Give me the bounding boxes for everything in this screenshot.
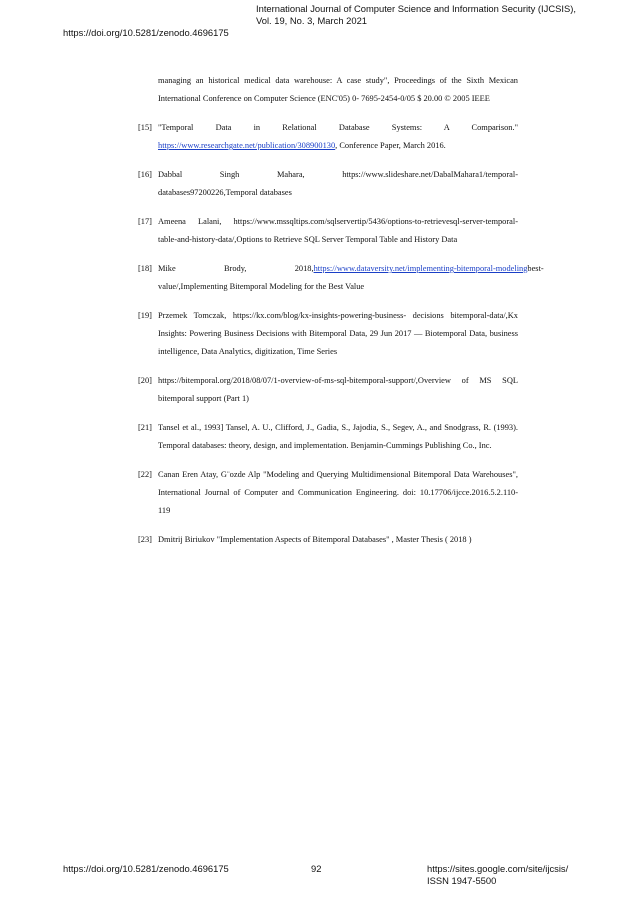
- journal-header: [256, 3, 576, 27]
- journal-title: International Journal of Computer Science and Information Security (IJCSIS),: [256, 3, 576, 14]
- reference-line: 119: [158, 506, 171, 515]
- reference-line: [158, 260, 544, 278]
- reference-number: [19]: [138, 311, 152, 320]
- footer-issn: ISSN 1947-5500: [427, 875, 497, 886]
- reference-line: Dmitrij Biriukov "Implementation Aspects of Bitemporal Databases" , Master Thesis ( 2018 ): [158, 535, 472, 544]
- reference-number: [18]: [138, 264, 152, 273]
- reference-line: [158, 137, 518, 155]
- reference-line: table-and-history-data/,Options to Retrieve SQL Server Temporal Table and History Data: [158, 235, 458, 244]
- reference-line: Ameena Lalani, https://www.mssqltips.com/sqlservertip/5436/options-to-retrievesql-server-temporal-: [158, 217, 518, 226]
- reference-line: intelligence, Data Analytics, digitization, Time Series: [158, 347, 338, 356]
- reference-line: International Conference on Computer Science (ENC'05) 0- 7695-2454-0/05 $ 20.00 © 2005 IEEE: [158, 94, 490, 103]
- reference-number: [16]: [138, 170, 152, 179]
- reference-line: Canan Eren Atay, G¨ozde Alp "Modeling and Querying Multidimensional Bitemporal Data Warehouses",: [158, 470, 518, 479]
- reference-16: [138, 166, 518, 202]
- reference-line: Dabbal Singh Mahara, https://www.slideshare.net/DabalMahara1/temporal-: [158, 170, 518, 179]
- reference-line: Insights: Powering Business Decisions with Bitemporal Data, 29 Jun 2017 — Biotemporal Data, business: [158, 329, 518, 338]
- reference-text: best-: [527, 264, 544, 273]
- reference-line: "Temporal Data in Relational Database Systems: A Comparison.": [158, 123, 518, 132]
- footer-doi: https://doi.org/10.5281/zenodo.4696175: [63, 863, 229, 874]
- reference-line: value/,Implementing Bitemporal Modeling for the Best Value: [158, 282, 365, 291]
- reference-18: [138, 260, 544, 296]
- reference-line: https://bitemporal.org/2018/08/07/1-overview-of-ms-sql-bitemporal-support/,Overview of MS SQL: [158, 376, 518, 385]
- journal-volume: Vol. 19, No. 3, March 2021: [256, 15, 368, 26]
- header-doi: https://doi.org/10.5281/zenodo.4696175: [63, 27, 229, 38]
- page-number: 92: [311, 863, 322, 874]
- reference-line: Przemek Tomczak, https://kx.com/blog/kx-insights-powering-business- decisions bitemporal-data/,Kx: [158, 311, 518, 320]
- reference-line: Temporal databases: theory, design, and implementation. Benjamin-Cummings Publishing Co., Inc.: [158, 441, 492, 450]
- dataversity-link[interactable]: https://www.dataversity.net/implementing-bitemporal-modeling: [313, 264, 528, 273]
- reference-continued: [138, 72, 518, 108]
- reference-number: [21]: [138, 423, 152, 432]
- reference-line: International Journal of Computer and Communication Engineering. doi: 10.17706/ijcce.2016.5.2.110-: [158, 488, 518, 497]
- footer-site-info: [427, 863, 568, 887]
- reference-line: Tansel et al., 1993] Tansel, A. U., Clifford, J., Gadia, S., Jajodia, S., Segev, A., and Snodgrass, R. (1993).: [158, 423, 518, 432]
- reference-21: [138, 419, 518, 455]
- reference-number: [23]: [138, 535, 152, 544]
- reference-line: bitemporal support (Part 1): [158, 394, 249, 403]
- reference-line: managing an historical medical data warehouse: A case study", Proceedings of the Sixth Mexican: [158, 76, 518, 85]
- reference-17: [138, 213, 518, 249]
- reference-23: [138, 531, 518, 549]
- reference-22: [138, 466, 518, 520]
- reference-20: [138, 372, 518, 408]
- reference-number: [22]: [138, 470, 152, 479]
- reference-number: [20]: [138, 376, 152, 385]
- reference-text: , Conference Paper, March 2016.: [335, 141, 446, 150]
- footer-site: https://sites.google.com/site/ijcsis/: [427, 863, 569, 874]
- reference-line: databases97200226,Temporal databases: [158, 188, 292, 197]
- reference-15: [138, 119, 518, 155]
- reference-list: [138, 72, 544, 560]
- reference-number: [15]: [138, 123, 152, 132]
- researchgate-link[interactable]: https://www.researchgate.net/publication/308900130: [158, 141, 336, 150]
- reference-text: Mike Brody, 2018,: [158, 264, 314, 273]
- reference-19: [138, 307, 518, 361]
- reference-number: [17]: [138, 217, 152, 226]
